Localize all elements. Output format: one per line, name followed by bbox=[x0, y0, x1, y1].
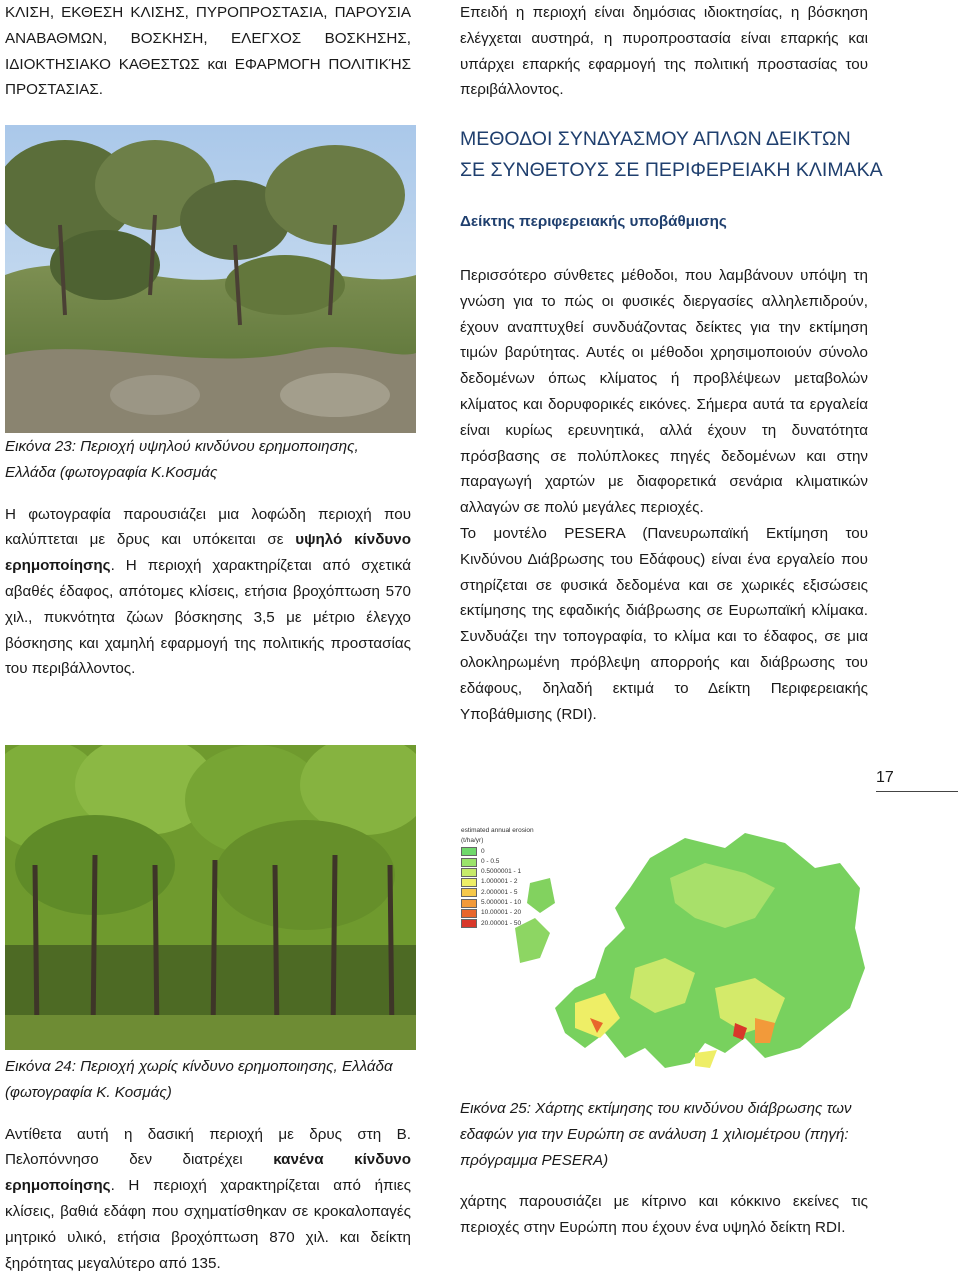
map-legend-item bbox=[461, 888, 543, 898]
map-legend-swatch bbox=[461, 868, 477, 877]
figure-23-description-bold: υψηλό κίνδυνο ερημοποίησης bbox=[5, 531, 411, 575]
map-legend-swatch bbox=[461, 888, 477, 897]
map-legend-label: 0 bbox=[481, 847, 485, 855]
map-legend-item bbox=[461, 919, 543, 929]
map-legend-swatch bbox=[461, 847, 477, 856]
figure-24-description-part2: . Η περιοχή χαρακτηρίζεται από ήπιες κλίσεις, βαθιά εδάφη που σχηματίσθηκαν σε κροκαλοπαγές μητρικό υλικό, ετήσια βροχόπτωση 870 χιλ. και δείκτη ξηρότητας μεγαλύτερο από 135. bbox=[5, 1177, 411, 1272]
map-legend-item bbox=[461, 867, 543, 877]
figure-23-description-part2: . Η περιοχή χαρακτηρίζεται από σχετικά αβαθές έδαφος, απότομες κλίσεις, ετήσια βροχόπτωση 570 χιλ., πυκνότητα ζώων βόσκησης 3,5 με μέτριο έλεγχο βόσκησης και χαμηλή εφαρμογή της πολιτικής προστασίας του περιβάλλοντος. bbox=[5, 557, 411, 678]
figure-25-text bbox=[460, 1096, 868, 1241]
map-legend-item bbox=[461, 857, 543, 867]
map-legend-label: 5.000001 - 10 bbox=[481, 899, 522, 907]
page-number: 17 bbox=[876, 765, 958, 792]
right-paragraph-2: Το μοντέλο PESERA (Πανευρωπαϊκή Εκτίμηση του Κινδύνου Διάβρωσης του Εδάφους) είναι ένα εργαλείο που στηρίζεται σε φυσικά δεδομένα και σε χωρικές εξισώσεις εκτίμησης της εφαδικής διάβρωσης σε Ευρωπαϊκή κλίμακα. Συνδυάζει την τοπογραφία, το κλίμα και το έδαφος, σε μια ολοκληρωμένη πρόβλεψη απορροής και διάβρωσης του εδάφους, δηλαδή εκτιμά το Δείκτη Περιφερειακής Υποβάθμισης (RDI). bbox=[460, 524, 868, 723]
map-legend-swatch bbox=[461, 878, 477, 887]
map-legend-swatch bbox=[461, 899, 477, 908]
map-legend-item bbox=[461, 898, 543, 908]
top-left-text: ΚΛΙΣΗ, ΕΚΘΕΣΗ ΚΛΙΣΗΣ, ΠΥΡΟΠΡΟΣΤΑΣΙΑ, ΠΑΡΟΥΣΙΑ ΑΝΑΒΑΘΜΩΝ, ΒΟΣΚΗΣΗ, ΕΛΕΓΧΟΣ ΒΟΣΚΗΣΗΣ, ΙΔΙΟΚΤΗΣΙΑΚΟ ΚΑΘΕΣΤΩΣ και ΕΦΑΡΜΟΓΗ ΠΟΛΙΤΙΚΉΣ ΠΡΟΣΤΑΣΙΑΣ. bbox=[5, 4, 411, 99]
photo-no-risk-forest bbox=[5, 745, 416, 1050]
map-legend-item bbox=[461, 877, 543, 887]
map-legend-item bbox=[461, 847, 543, 857]
figure-25-caption: Εικόνα 25: Χάρτης εκτίμησης του κινδύνου διάβρωσης των εδαφών για την Ευρώπη σε ανάλυση 1 χιλιομέτρου (πηγή: πρόγραμμα PESERA) bbox=[460, 1100, 852, 1169]
map-legend-label: 2.000001 - 5 bbox=[481, 888, 518, 896]
figure-23-description bbox=[5, 502, 411, 683]
map-legend-title: estimated annual erosion bbox=[461, 827, 534, 834]
right-column-body bbox=[460, 263, 868, 727]
map-legend-swatch bbox=[461, 858, 477, 867]
top-right-text-block bbox=[460, 0, 868, 103]
figure-23-text bbox=[5, 434, 411, 682]
figure-24-description-bold: κανένα κίνδυνο ερημοποίησης bbox=[5, 1151, 412, 1195]
section-heading-line1: ΜΕΘΟΔΟΙ ΣΥΝΔΥΑΣΜΟΥ ΑΠΛΩΝ ΔΕΙΚΤΩΝ bbox=[460, 128, 851, 150]
top-left-text-block bbox=[5, 0, 411, 103]
map-legend-items bbox=[461, 847, 543, 929]
figure-24-caption: Εικόνα 24: Περιοχή χωρίς κίνδυνο ερημοποιησης, Ελλάδα (φωτογραφία Κ. Κοσμάς) bbox=[5, 1058, 393, 1101]
figure-25-description: χάρτης παρουσιάζει με κίτρινο και κόκκινο εκείνες τις περιοχές στην Ευρώπη που έχουν ένα υψηλό δείκτη RDI. bbox=[460, 1193, 868, 1237]
map-legend-label: 20.00001 - 50 bbox=[481, 919, 522, 927]
figure-24-text bbox=[5, 1054, 411, 1276]
top-right-text: Επειδή η περιοχή είναι δημόσιας ιδιοκτησίας, η βόσκηση ελέγχεται αυστηρά, η πυροπροστασία είναι επαρκής και υπάρχει επαρκής εφαρμογή της πολιτική προστασίας του περιβάλλοντος. bbox=[460, 4, 868, 99]
map-legend-unit: (t/ha/yr) bbox=[461, 837, 484, 845]
figure-23-caption: Εικόνα 23: Περιοχή υψηλού κινδύνου ερημοποιησης, Ελλάδα (φωτογραφία Κ.Κοσμάς bbox=[5, 438, 359, 481]
photo-high-risk-area bbox=[5, 125, 416, 433]
map-legend-swatch bbox=[461, 919, 477, 928]
map-legend-swatch bbox=[461, 909, 477, 918]
europe-erosion-map bbox=[455, 818, 875, 1083]
right-paragraph-1: Περισσότερο σύνθετες μέθοδοι, που λαμβάνουν υπόψη τη γνώση για το πώς οι φυσικές διεργασίες αλληλεπιδρούν, έχουν αναπτυχθεί συνδυάζοντας δείκτες για την εκτίμηση τιμών βαρύτητας. Αυτές οι μέθοδοι χρησιμοποιούν σύνολο δεδομένων όπως κλίματος ή προβλέψεων μεταβολών κλίματος και δορυφορικές εικόνες. Σήμερα αυτά τα εργαλεία είναι κυρίως ερευνητικά, αλλά έχουν τη δυνατότητα πρόσβασης σε πολύπλοκες πηγές δεδομένων και στην παραγωγή χαρτών με διαφορετικά σενάρια κλιματικών αλλαγών σε πολύ μεγάλες περιοχές. bbox=[460, 267, 868, 517]
figure-24-description bbox=[5, 1122, 411, 1277]
section-heading bbox=[460, 124, 890, 186]
map-legend-label: 1.000001 - 2 bbox=[481, 878, 518, 886]
map-legend-label: 0 - 0.5 bbox=[481, 857, 500, 865]
section-heading-line2: ΣΕ ΣΥΝΘΕΤΟΥΣ ΣΕ ΠΕΡΙΦΕΡΕΙΑΚΗ ΚΛΙΜΑΚΑ bbox=[460, 159, 883, 181]
figure-23-description-part1: Η φωτογραφία παρουσιάζει μια λοφώδη περιοχή που καλύπτεται με δρυς και υπόκειται σε bbox=[5, 505, 411, 549]
figure-24-description-part1: Αντίθετα αυτή η δασική περιοχή με δρυς στη Β. Πελοπόννησο δεν διατρέχει bbox=[5, 1125, 411, 1169]
map-legend bbox=[461, 826, 543, 929]
map-legend-label: 10.00001 - 20 bbox=[481, 909, 522, 917]
subheading-regional-degradation-index: Δείκτης περιφερειακής υποβάθμισης bbox=[460, 213, 727, 230]
map-legend-item bbox=[461, 908, 543, 918]
map-legend-label: 0.5000001 - 1 bbox=[481, 868, 522, 876]
